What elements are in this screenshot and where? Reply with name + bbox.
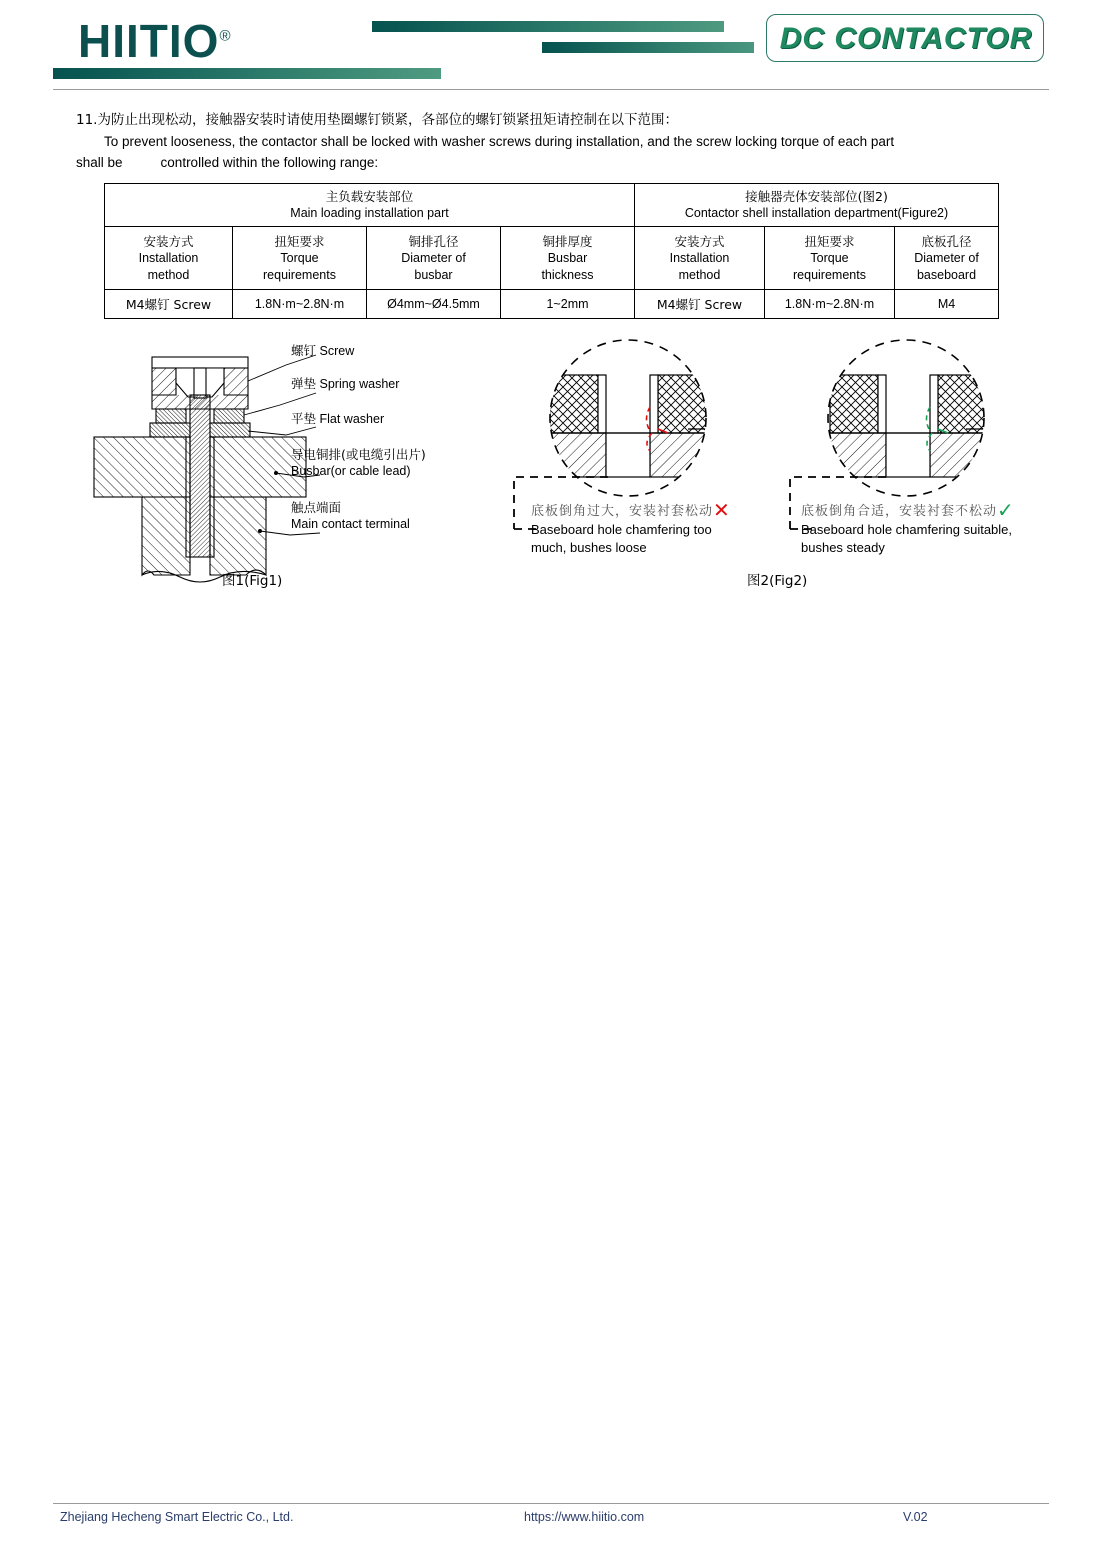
column-header-torque-shell [765,227,895,290]
col0-en1: Installation [138,250,199,265]
col5-en1: Torque [810,250,849,265]
check-mark-icon: ✓ [997,500,1014,522]
fig2-caption: 图2(Fig2) [747,573,808,589]
col2-en2: busbar [414,267,453,282]
col4-en1: Installation [669,250,730,265]
fig1-label-spring-washer [291,376,399,392]
col6-cn: 底板孔径 [921,233,972,249]
fig2-bad-note-en-2: much, bushes loose [531,540,647,555]
fig1-label-spring-washer-en: Spring washer [319,377,400,391]
col3-en1: Busbar [547,250,588,265]
footer-divider [53,1503,1049,1504]
fig1-label-terminal-en: Main contact terminal [291,517,410,531]
col4-cn: 安装方式 [674,233,725,249]
instruction-line-english-2b: controlled within the following range: [160,155,379,170]
fig1-label-busbar-cn: 导电铜排(或电缆引出片) [291,447,426,462]
instruction-line-english-1: To prevent looseness, the contactor shall be locked with washer screws during installation, and the screw locking torque of each part [104,134,895,149]
col2-cn: 铜排孔径 [408,233,459,249]
col4-en2: method [678,267,721,282]
fig1-label-busbar [291,447,426,479]
col5-cn: 扭矩要求 [804,233,855,249]
fig2-bad-note [531,501,756,557]
column-header-torque-main [233,227,367,290]
fig2-good-note-cn-row [801,501,1051,521]
col1-en2: requirements [263,267,336,282]
fig2-good-note-cn: 底板倒角合适，安装衬套不松动 [801,504,998,519]
cell-torque-shell: 1.8N·m~2.8N·m [765,290,895,319]
instruction-line-english-2 [76,152,1026,173]
col5-en2: requirements [793,267,866,282]
torque-spec-table-wrapper [104,183,998,319]
torque-spec-table [104,183,999,319]
fig1-label-screw-en: Screw [319,344,355,358]
col6-en1: Diameter of [914,250,979,265]
registered-trademark-icon: ® [219,27,231,45]
header-accent-bar-middle [542,42,754,53]
header-accent-bar-bottom [53,68,441,79]
cell-installation-method-shell: M4螺钉 Screw [635,290,765,319]
cell-installation-method-main: M4螺钉 Screw [105,290,233,319]
column-header-installation-method-main [105,227,233,290]
page-footer [0,1510,1102,1532]
column-header-busbar-diameter [367,227,501,290]
fig2-good-note [801,501,1051,557]
table-group-header-row [105,184,999,227]
column-header-busbar-thickness [501,227,635,290]
col6-en2: baseboard [916,267,977,282]
col3-en2: thickness [541,267,594,282]
figures-area [0,325,1102,600]
instruction-line-chinese: 11.为防止出现松动，接触器安装时请使用垫圈螺钉锁紧，各部位的螺钉锁紧扭矩请控制在以下范围： [76,112,678,128]
fig1-label-main-contact-terminal [291,500,410,532]
footer-version: V.02 [903,1510,928,1524]
column-header-installation-method-shell [635,227,765,290]
cell-busbar-diameter: Ø4mm~Ø4.5mm [367,290,501,319]
page-header [0,0,1102,98]
table-group-contactor-shell [635,184,999,227]
table-row [105,290,999,319]
cell-busbar-thickness: 1~2mm [501,290,635,319]
fig1-label-flat-washer [291,411,384,427]
fig2-good-note-en-1: Baseboard hole chamfering suitable, [801,522,1013,537]
product-category-label: DC CONTACTOR [779,22,1033,55]
fig2-bad-note-cn-row [531,501,756,521]
cell-baseboard-diameter: M4 [895,290,999,319]
cross-mark-icon: ✕ [713,500,730,522]
group-contactor-shell-cn: 接触器壳体安装部位(图2) [745,189,888,204]
header-accent-bar-top [372,21,724,32]
col1-en1: Torque [280,250,319,265]
fig1-caption: 图1(Fig1) [222,573,283,589]
footer-company-name: Zhejiang Hecheng Smart Electric Co., Ltd. [60,1510,294,1524]
fig2-good-note-en-2: bushes steady [801,540,885,555]
fig1-label-flat-washer-cn: 平垫 [291,411,317,426]
fig1-label-spring-washer-cn: 弹垫 [291,376,317,391]
product-category-badge [766,14,1044,62]
instruction-line-english-2a: shall be [76,155,123,170]
fig1-label-busbar-en: Busbar(or cable lead) [291,464,411,478]
col1-cn: 扭矩要求 [274,233,325,249]
brand-logo [78,15,231,67]
fig2-bad-note-cn: 底板倒角过大，安装衬套松动 [531,504,714,519]
fig1-label-flat-washer-en: Flat washer [319,412,385,426]
fig1-label-screw [291,343,354,359]
group-contactor-shell-en: Contactor shell installation department(Figure2) [684,206,949,220]
col2-en1: Diameter of [401,250,466,265]
table-group-main-loading [105,184,635,227]
brand-logo-text: HIITIO [78,15,220,67]
fig1-label-screw-cn: 螺钉 [291,343,317,358]
header-divider [53,89,1049,90]
cell-torque-main: 1.8N·m~2.8N·m [233,290,367,319]
group-main-loading-cn: 主负载安装部位 [325,189,414,204]
footer-website-link[interactable]: https://www.hiitio.com [524,1510,645,1524]
col0-en2: method [147,267,190,282]
column-header-baseboard-diameter [895,227,999,290]
fig2-bad-note-en-1: Baseboard hole chamfering too [531,522,712,537]
fig1-label-terminal-cn: 触点端面 [291,500,342,515]
table-column-header-row [105,227,999,290]
col3-cn: 铜排厚度 [542,233,593,249]
col0-cn: 安装方式 [143,233,194,249]
group-main-loading-en: Main loading installation part [290,206,449,220]
instruction-paragraph [76,110,1026,173]
